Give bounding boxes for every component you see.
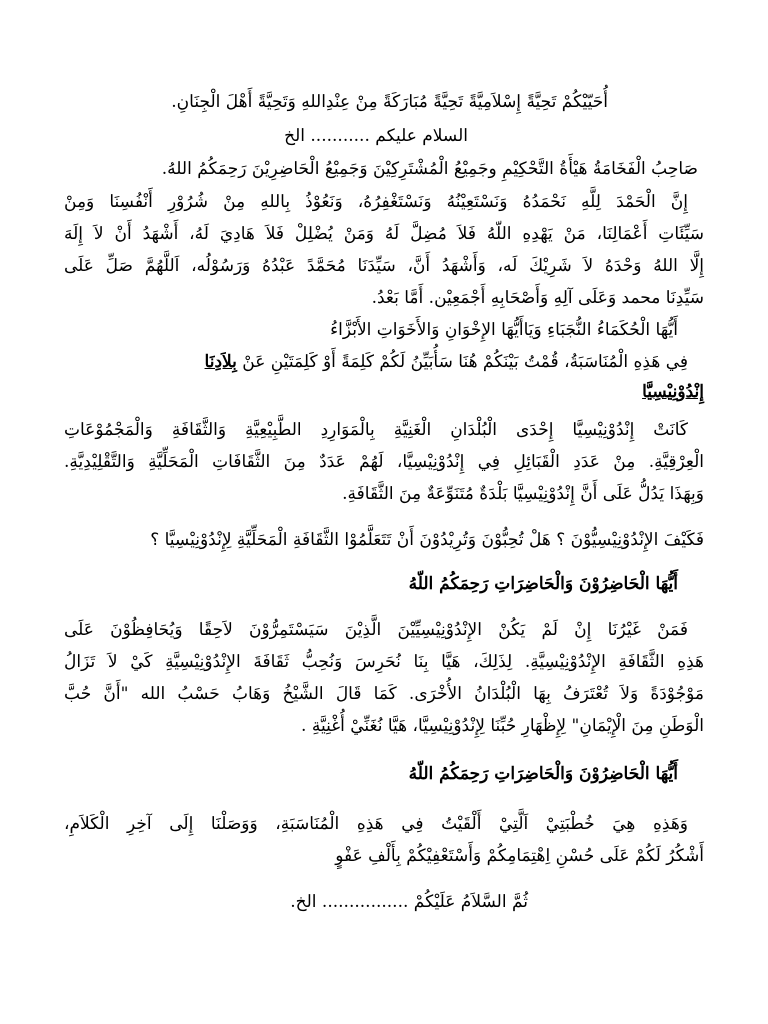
paragraph2-line-1: فَمَنْ غَيْرُنَا إِنْ لَمْ يَكُنْ الإِنْدُوْنِيْسِيِّيْنَ الَّذِيْنَ سَيَسْتَمِرُّوْنَ لاَحِقًا وَيُحَافِظُوْنَ عَلَى <box>64 620 688 640</box>
question-line: فَكَيْفَ الإِنْدُوْنِيْسِيُّوْنَ ؟ هَلْ تُحِبُّوْنَ وَتُرِيْدُوْنَ أَنْ تَتَعَلَّمُوْا الثَّقَافَةِ الْمَحَلِّيَّةِ لِإِنْدُوْنِيْسِيَّا ؟ <box>150 530 704 550</box>
opening-line-3: إِلَّا اللهُ وَحْدَهُ لاَ شَرِيْكَ لَه، وَأَشْهَدُ أَنَّ، سَيِّدَنَا مُحَمَّدً عَبْدُهُ وَرَسُوْلُه، اَللَّهُمَّ صَلِّ عَلَى <box>64 256 704 276</box>
paragraph2-line-3: مَوْجُوْدَةً وَلاَ تُعْتَرَفُ بِهَا الْبُلْدَانُ الأُخْرَى. كَمَا قَالَ الشَّيْخُ وَهَابُ حَسْبُ الله "أَنَّ حُبَّ <box>64 684 704 704</box>
paragraph1-line-1: كَانَتْ إِنْدُوْنِيْسِيَّا إِحْدَى الْبُلْدَانِ الْغَنِيَّةِ بِالْمَوَارِدِ الطَّبِيْعِيَّةِ وَالثَّقَافَةِ وَالْمَجْمُوْعَاتِ <box>64 420 688 440</box>
intro-text: فِي هَذِهِ الْمُنَاسَبَةُ، قُمْتُ بَيْنَكُمْ هُنَا سَأُبَيِّنُ لَكُمْ كَلِمَةً أَوْ كَلِمَتَيْنِ عَنْ <box>242 352 688 372</box>
final-salam-line: ثُمَّ السَّلاَمُ عَلَيْكُمْ ................ الخ. <box>290 892 528 912</box>
paragraph2-line-4: الْوَطَنِ مِنَ الْإِيْمَانِ" لِإِظْهَارِ حُبِّنَا لِإِنْدُوْنِيْسِيَّا، هَيَّا نُغَنِّيْ أُغْنِيَّةِ . <box>301 716 704 736</box>
paragraph1-line-2: الْعِرْقِيَّةِ. مِنْ عَدَدِ الْقَبَائِلِ فِي إِنْدُوْنِيْسِيَّا، لَهُمْ عَدَدٌ مِنَ الثَّقَافَاتِ الْمَحَلِّيَّةِ وَالتَّقْلِيْدِيَّةِ. <box>64 452 704 472</box>
heading-audience-2: أَيُّهَا الْحَاضِرُوْنَ وَالْحَاضِرَاتِ رَحِمَكُمُ اللّهُ <box>408 764 678 784</box>
opening-line-1: إِنَّ الْحَمْدَ لِلَّهِ نَحْمَدُهُ وَنَسْتَعِيْنُهُ وَنَسْتَغْفِرُهُ، وَنَعُوْذُ بِاللهِ مِنْ شُرُوْرِ أَنْفُسِنَا وَمِنْ <box>64 192 688 212</box>
vocative-line: أَيُّهَا الْحُكَمَاءُ النُّجَبَاءِ وَيَاأَيُّهَا الإِخْوَانِ وَالأَخَوَاتِ الأَبْزَّاءُ <box>330 320 678 340</box>
closing-line-2: أَشْكُرُ لَكُمْ عَلَى حُسْنِ اِهْتِمَامِكُمْ وَأَسْتَعْفِيْكُمْ بِأَلْفِ عَفْوٍ <box>335 846 704 866</box>
address-line: صَاحِبُ الْفَخَامَةُ هَيْأَةُ التَّحْكِيْمِ وجَمِيْعُ الْمُشْتَرِكِيْنَ وَجَمِيْعُ الْحَاضِرِيْنَ رَحِمَكُمُ اللهُ. <box>161 159 698 179</box>
opening-line-2: سَيِّئَاتِ أَعْمَالِنَا، مَنْ يَهْدِهِ اللّهُ فَلاَ مُضِلَّ لَهُ وَمَنْ يُضْلِلْ فَلاَ هَادِيَ لَهُ، أَشْهَدُ أَنْ لاَ إِلَهَ <box>64 224 704 244</box>
intro-topic-indonesia: إِنْدُوْنِيْسِيَّا <box>642 382 704 402</box>
paragraph1-line-3: وَبِهَذَا يَدُلُّ عَلَى أَنَّ إِنْدُوْنِيْسِيَّا بَلْدَةٌ مُتَنَوِّعَةٌ مِنَ الثَّقَافَةِ. <box>342 484 704 504</box>
opening-line-4: سَيِّدِنَا محمد وَعَلَى آلِهِ وَأَصْحَابِهِ أَجْمَعِيْن. أَمَّا بَعْدُ. <box>371 288 704 308</box>
paragraph2-line-2: هَذِهِ الثَّقَافَةِ الإِنْدُوْنِيْسِيَّةِ. لِذَلِكَ، هَيَّا بِنَا نُحَرِسَ وَنُحِبُّ ثَقَافَةَ الإِنْدُوْنِيْسِيَّةِ كَيْ لاَ تَزَالُ <box>64 652 704 672</box>
closing-line-1: وَهَذِهِ هِيَ خُطْبَتِيْ اَلَّتِيْ أَلْقَيْتُ فِي هَذِهِ الْمُنَاسَبَةِ، وَوَصَلْنَا إِلَى آخِرِ الْكَلاَمِ، <box>64 814 688 834</box>
heading-audience-1: أَيُّهَا الْحَاضِرُوْنَ وَالْحَاضِرَاتِ رَحِمَكُمُ اللّهُ <box>408 574 678 594</box>
salam-line: السلام عليكم ........... الخ <box>284 126 468 146</box>
intro-topic-country: بِلاَدِنَا <box>204 352 237 372</box>
greeting-line: أُحَيّيْكُمْ تَحِيَّةً إِسْلاَمِيَّةً تَحِيَّةً مُبَارَكَةً مِنْ عِنْدِاللهِ وَتَحِيَّةً أَهْلَ الْجِنَانِ. <box>171 92 608 112</box>
intro-line <box>205 348 688 376</box>
